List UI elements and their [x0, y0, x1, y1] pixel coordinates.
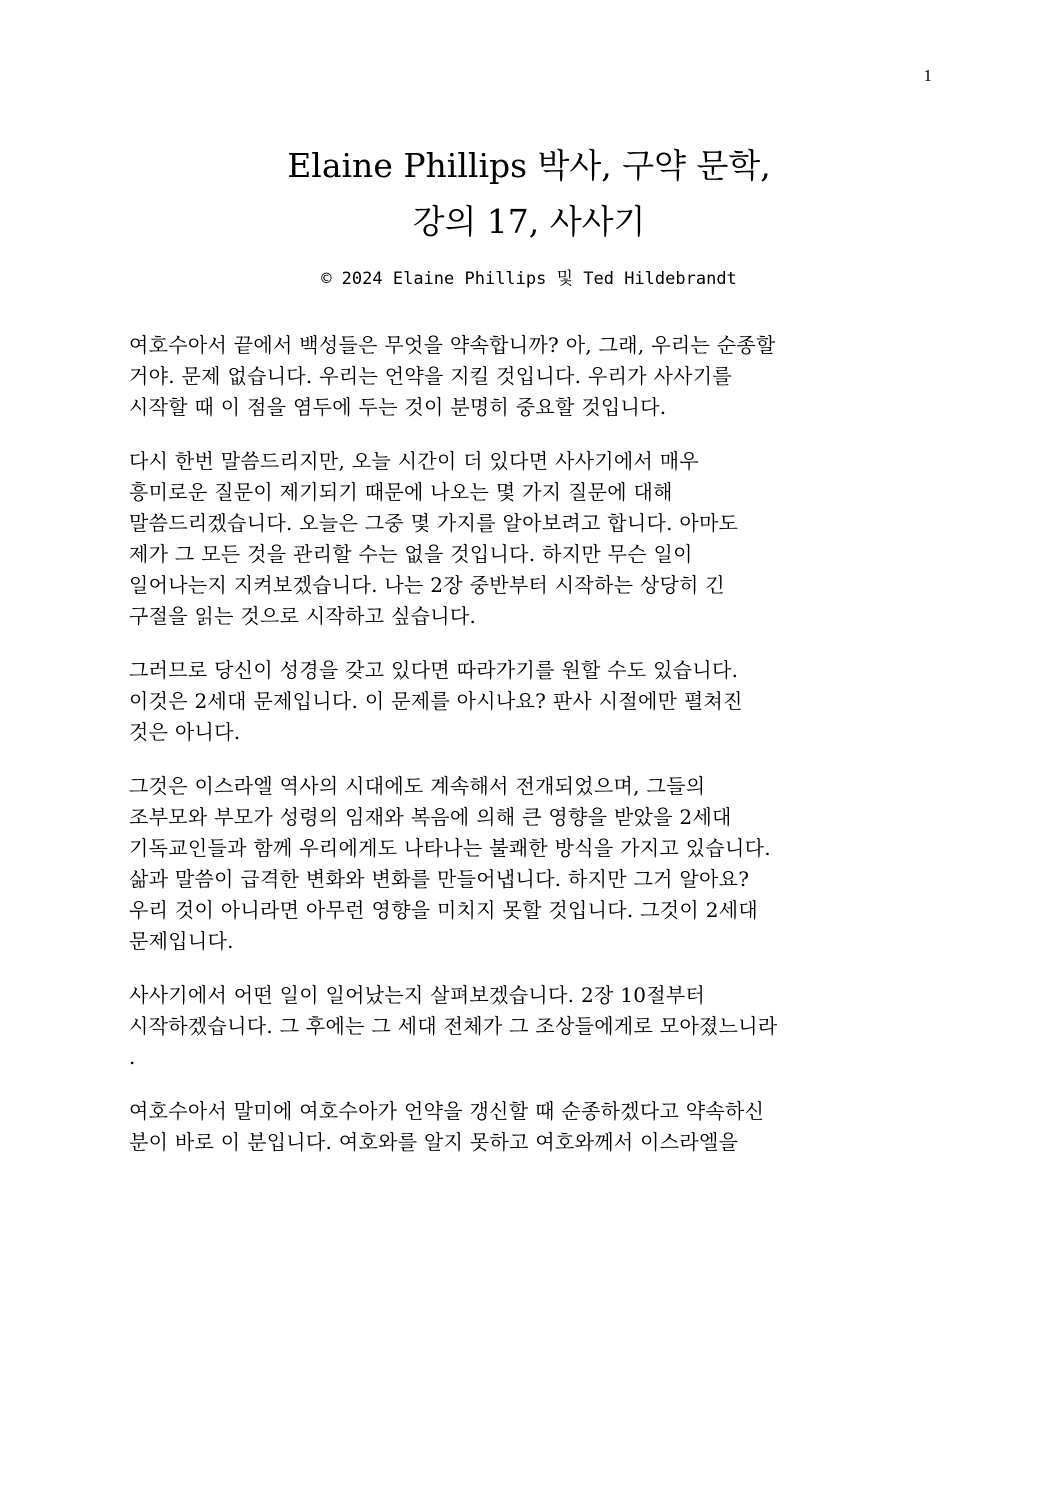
document-body — [129, 330, 929, 1181]
paragraph-line: 말씀드리겠습니다. 오늘은 그중 몇 가지를 알아보려고 합니다. 아마도 — [129, 511, 739, 535]
paragraph-line: 다시 한번 말씀드리지만, 오늘 시간이 더 있다면 사사기에서 매우 — [129, 449, 700, 473]
paragraph-4 — [129, 771, 929, 957]
paragraph-line: 시작할 때 이 점을 염두에 두는 것이 분명히 중요할 것입니다. — [129, 395, 667, 419]
paragraph-line: 삶과 말씀이 급격한 변화와 변화를 만들어냅니다. 하지만 그거 알아요? — [129, 867, 750, 891]
page-number: 1 — [923, 66, 932, 85]
paragraph-line: 흥미로운 질문이 제기되기 때문에 나오는 몇 가지 질문에 대해 — [129, 480, 673, 504]
paragraph-line: 여호수아서 말미에 여호수아가 언약을 갱신할 때 순종하겠다고 약속하신 — [129, 1099, 765, 1123]
title-line-2: 강의 17, 사사기 — [412, 202, 646, 241]
paragraph-line: 제가 그 모든 것을 관리할 수는 없을 것입니다. 하지만 무슨 일이 — [129, 542, 693, 566]
paragraph-line: 거야. 문제 없습니다. 우리는 언약을 지킬 것입니다. 우리가 사사기를 — [129, 364, 732, 388]
paragraph-line: 것은 아니다. — [129, 720, 241, 744]
paragraph-line: 조부모와 부모가 성령의 임재와 복음에 의해 큰 영향을 받았을 2세대 — [129, 805, 732, 829]
paragraph-line: 이것은 2세대 문제입니다. 이 문제를 아시나요? 판사 시절에만 펼쳐진 — [129, 689, 743, 713]
paragraph-5 — [129, 980, 929, 1073]
paragraph-line: 시작하겠습니다. 그 후에는 그 세대 전체가 그 조상들에게로 모아졌느니라 — [129, 1014, 778, 1038]
copyright-line: © 2024 Elaine Phillips 및 Ted Hildebrandt — [321, 269, 737, 289]
paragraph-1 — [129, 330, 929, 423]
paragraph-3 — [129, 655, 929, 748]
paragraph-line: 일어나는지 지켜보겠습니다. 나는 2장 중반부터 시작하는 상당히 긴 — [129, 573, 726, 597]
paragraph-2 — [129, 446, 929, 632]
paragraph-line: 문제입니다. — [129, 929, 234, 953]
paragraph-line: 그것은 이스라엘 역사의 시대에도 계속해서 전개되었으며, 그들의 — [129, 774, 706, 798]
paragraph-line: 사사기에서 어떤 일이 일어났는지 살펴보겠습니다. 2장 10절부터 — [129, 983, 706, 1007]
paragraph-line: 분이 바로 이 분입니다. 여호와를 알지 못하고 여호와께서 이스라엘을 — [129, 1130, 739, 1154]
paragraph-6 — [129, 1096, 929, 1158]
document-title — [0, 138, 1058, 250]
paragraph-line: . — [129, 1045, 136, 1069]
paragraph-line: 우리 것이 아니라면 아무런 영향을 미치지 못할 것입니다. 그것이 2세대 — [129, 898, 758, 922]
paragraph-line: 기독교인들과 함께 우리에게도 나타나는 불쾌한 방식을 가지고 있습니다. — [129, 836, 771, 860]
paragraph-line: 여호수아서 끝에서 백성들은 무엇을 약속합니까? 아, 그래, 우리는 순종할 — [129, 333, 776, 357]
title-line-1: Elaine Phillips 박사, 구약 문학, — [287, 146, 771, 185]
paragraph-line: 그러므로 당신이 성경을 갖고 있다면 따라가기를 원할 수도 있습니다. — [129, 658, 739, 682]
paragraph-line: 구절을 읽는 것으로 시작하고 싶습니다. — [129, 604, 477, 628]
